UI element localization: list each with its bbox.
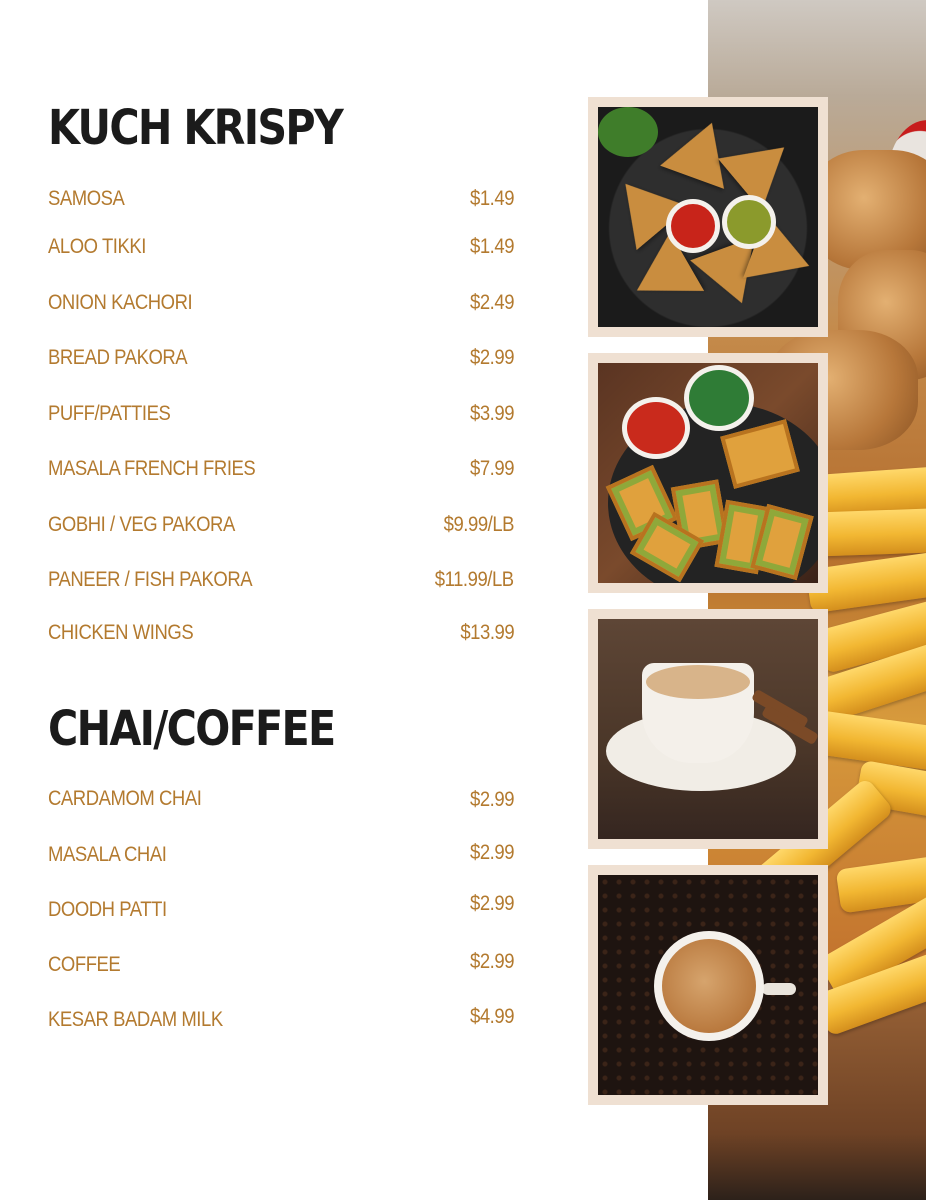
chai-tea-graphic <box>646 665 750 699</box>
item-price: $1.49 <box>469 235 514 258</box>
item-name: KESAR BADAM MILK <box>48 1008 223 1031</box>
item-price: $3.99 <box>469 402 514 425</box>
red-chutney-bowl-graphic <box>666 199 720 253</box>
item-name: DOODH PATTI <box>48 898 167 921</box>
item-name: CHICKEN WINGS <box>48 621 194 644</box>
item-price: $13.99 <box>460 621 514 644</box>
item-price: $4.99 <box>469 1005 514 1028</box>
chai-photo-frame <box>588 609 828 849</box>
item-price: $1.49 <box>469 187 514 210</box>
green-chutney-bowl-graphic <box>722 195 776 249</box>
item-price: $2.99 <box>469 950 514 973</box>
item-name: PANEER / FISH PAKORA <box>48 568 253 591</box>
item-price: $2.99 <box>469 841 514 864</box>
item-name: BREAD PAKORA <box>48 346 188 369</box>
item-name: GOBHI / VEG PAKORA <box>48 513 235 536</box>
fry-graphic <box>812 507 926 556</box>
coffee-photo-frame <box>588 865 828 1105</box>
section-title-kuch-krispy: KUCH KRISPY <box>48 100 343 156</box>
item-price: $2.99 <box>469 892 514 915</box>
coffee-photo <box>598 875 818 1095</box>
item-name: MASALA FRENCH FRIES <box>48 457 256 480</box>
item-name: MASALA CHAI <box>48 843 167 866</box>
green-chutney-bowl-graphic <box>684 365 754 431</box>
item-price: $9.99/LB <box>443 513 514 536</box>
bread-pakora-photo-frame <box>588 353 828 593</box>
coffee-crema-graphic <box>662 939 756 1033</box>
item-name: SAMOSA <box>48 187 125 210</box>
chai-photo <box>598 619 818 839</box>
item-name: COFFEE <box>48 953 121 976</box>
bread-pakora-photo <box>598 363 818 583</box>
item-price: $2.99 <box>469 346 514 369</box>
item-price: $7.99 <box>469 457 514 480</box>
item-price: $2.99 <box>469 788 514 811</box>
item-name: ONION KACHORI <box>48 291 193 314</box>
mug-handle-graphic <box>762 983 796 995</box>
item-price: $2.49 <box>469 291 514 314</box>
red-chutney-bowl-graphic <box>622 397 690 459</box>
samosa-photo <box>598 107 818 327</box>
section-title-chai-coffee: CHAI/COFFEE <box>48 701 335 757</box>
herb-graphic <box>598 107 658 157</box>
item-name: ALOO TIKKI <box>48 235 146 258</box>
item-name: CARDAMOM CHAI <box>48 787 202 810</box>
item-name: PUFF/PATTIES <box>48 402 171 425</box>
item-price: $11.99/LB <box>435 568 514 591</box>
samosa-photo-frame <box>588 97 828 337</box>
